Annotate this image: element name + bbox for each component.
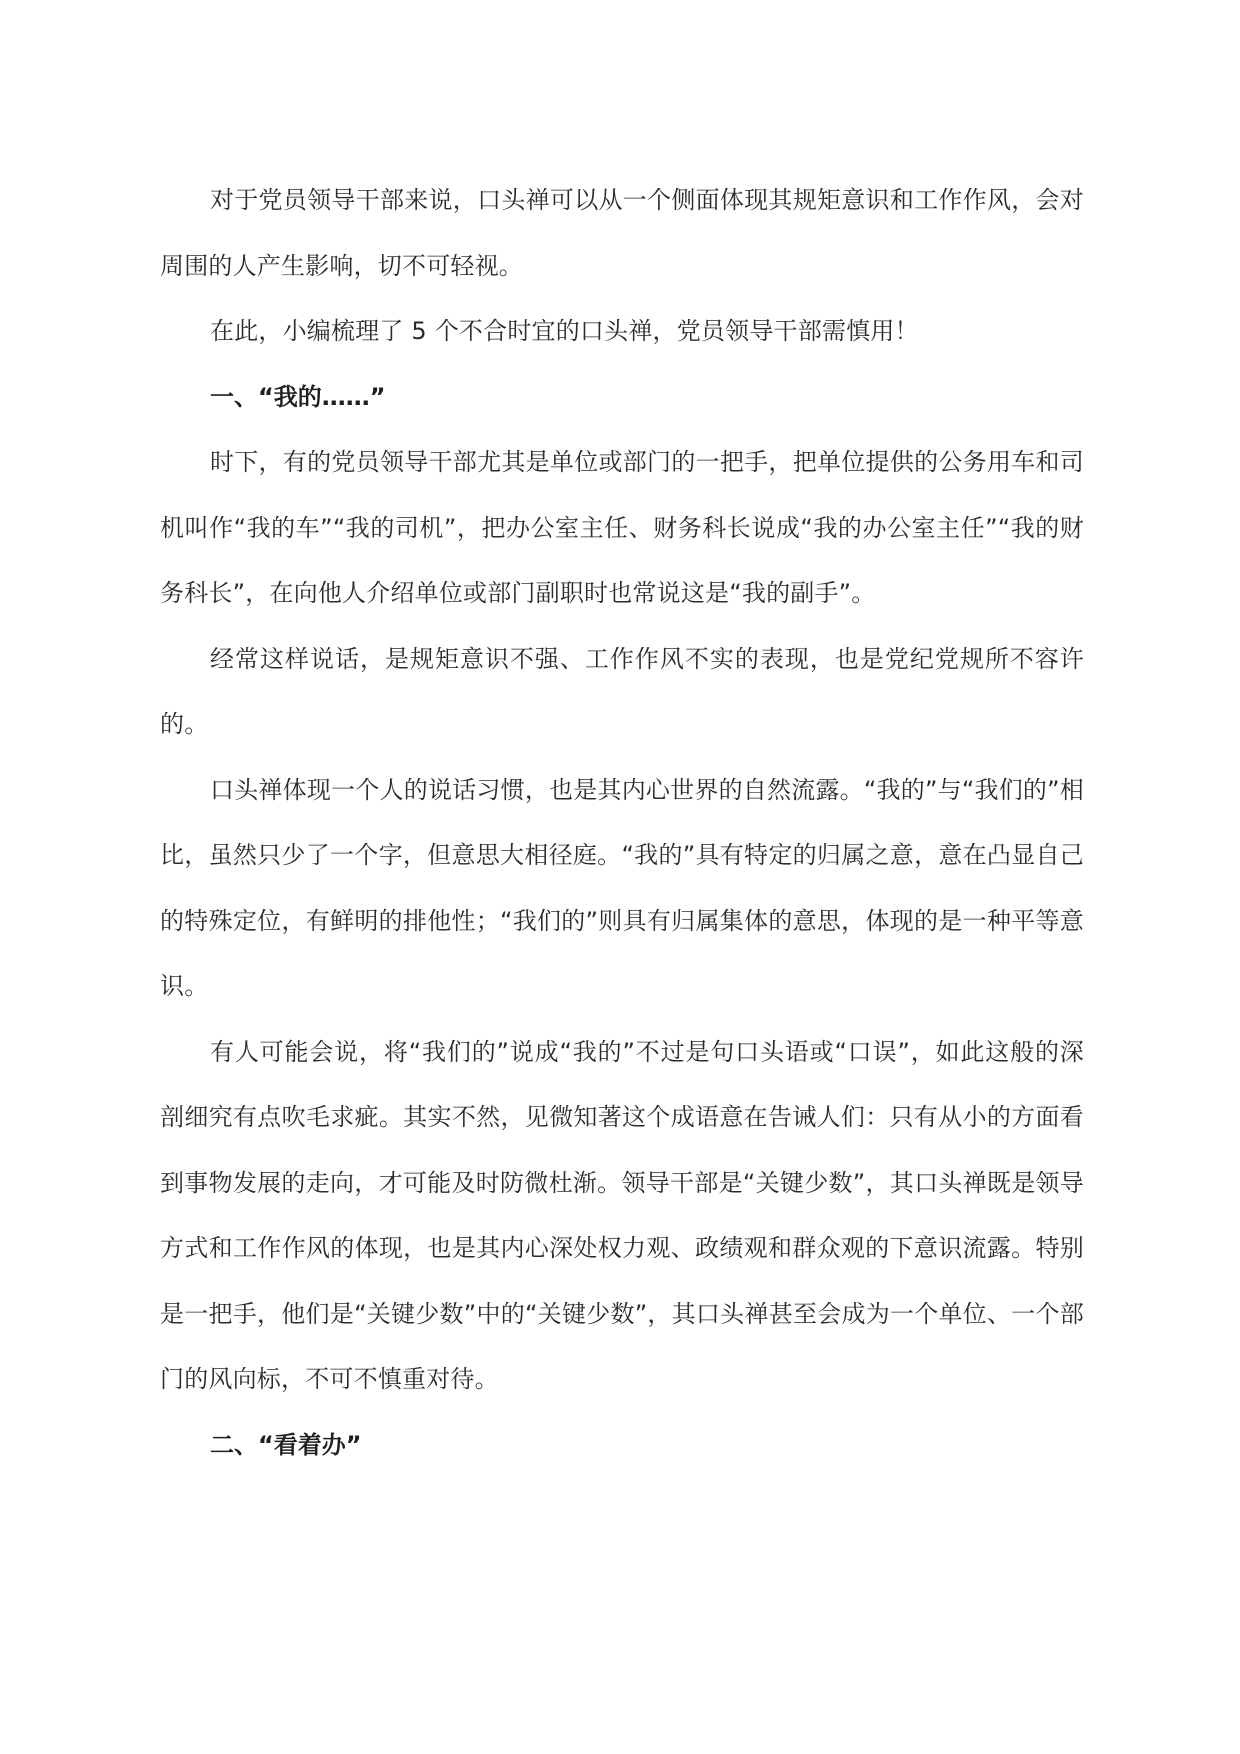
section-heading-1: 一、“我的……” xyxy=(210,382,386,411)
section1-paragraph-1: 时下，有的党员领导干部尤其是单位或部门的一把手，把单位提供的公务用车和司机叫作“我的车”“我的司机”，把办公室主任、财务科长说成“我的办公室主任”“我的财务科长”，在向他人介绍单位或部门副职时也常说这是“我的副手”。 xyxy=(160,448,1084,607)
section1-paragraph-2: 经常这样说话，是规矩意识不强、工作作风不实的表现，也是党纪党规所不容许的。 xyxy=(160,644,1084,738)
section-heading-2: 二、“看着办” xyxy=(210,1430,362,1459)
intro-paragraph-1: 对于党员领导干部来说，口头禅可以从一个侧面体现其规矩意识和工作作风，会对周围的人产生影响，切不可轻视。 xyxy=(160,186,1084,280)
document-page xyxy=(160,168,1084,1478)
section1-paragraph-4: 有人可能会说，将“我们的”说成“我的”不过是句口头语或“口误”，如此这般的深剖细究有点吹毛求疵。其实不然，见微知著这个成语意在告诫人们：只有从小的方面看到事物发展的走向，才可能及时防微杜渐。领导干部是“关键少数”，其口头禅既是领导方式和工作作风的体现，也是其内心深处权力观、政绩观和群众观的下意识流露。特别是一把手，他们是“关键少数”中的“关键少数”，其口头禅甚至会成为一个单位、一个部门的风向标，不可不慎重对待。 xyxy=(160,1037,1084,1393)
section1-paragraph-3: 口头禅体现一个人的说话习惯，也是其内心世界的自然流露。“我的”与“我们的”相比，虽然只少了一个字，但意思大相径庭。“我的”具有特定的归属之意，意在凸显自己的特殊定位，有鲜明的排他性；“我们的”则具有归属集体的意思，体现的是一种平等意识。 xyxy=(160,775,1084,1000)
intro-paragraph-2: 在此，小编梳理了 5 个不合时宜的口头禅，党员领导干部需慎用！ xyxy=(210,317,919,345)
